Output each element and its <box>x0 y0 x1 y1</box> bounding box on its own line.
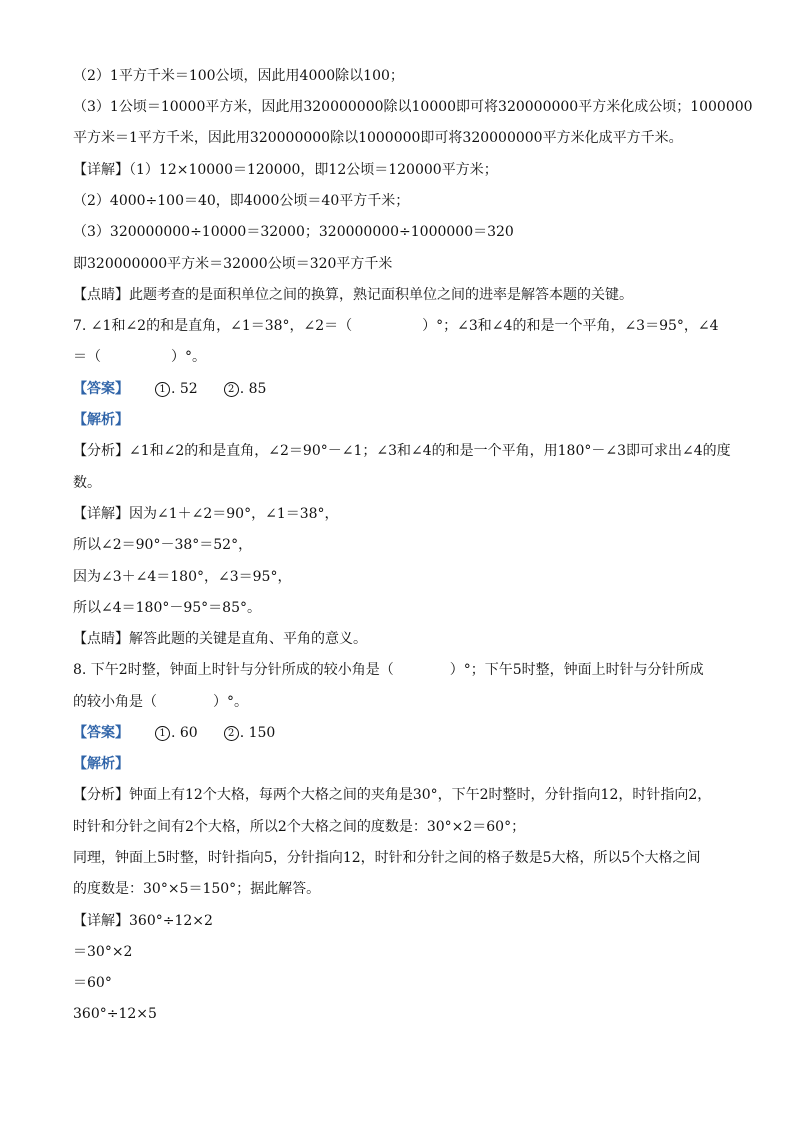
text-line: 所以∠4＝180°－95°＝85°。 <box>73 600 261 616</box>
text-line: （2）1平方千米＝100公顷，因此用4000除以100； <box>73 68 404 84</box>
text-line: 【分析】钟面上有12个大格，每两个大格之间的夹角是30°，下午2时整时，分针指向12，时针指向2， <box>73 787 712 803</box>
answer-tag: 【答案】 <box>73 725 129 741</box>
text-line: 【详解】360°÷12×2 <box>73 913 213 929</box>
text-line: 的度数是：30°×5＝150°；据此解答。 <box>73 881 321 897</box>
answer-value: . 150 <box>239 725 276 741</box>
text-line: 平方米＝1平方千米，因此用320000000除以1000000即可将320000000平方米化成平方千米。 <box>73 130 683 146</box>
text-line: 所以∠2＝90°－38°＝52°， <box>73 537 253 553</box>
text-line: 同理，钟面上5时整，时针指向5，分针指向12，时针和分针之间的格子数是5大格，所以5个大格之间 <box>73 850 701 866</box>
analysis-tag: 【解析】 <box>73 412 129 428</box>
text-line: 【详解】（1）12×10000＝120000，即12公顷＝120000平方米； <box>73 162 498 178</box>
answer-tag: 【答案】 <box>73 381 129 397</box>
text-line: 【详解】因为∠1＋∠2＝90°，∠1＝38°， <box>73 506 339 522</box>
text-line: 【点睛】此题考查的是面积单位之间的换算，熟记面积单位之间的进率是解答本题的关键。 <box>73 287 633 303</box>
answer-value: . 52 <box>171 381 198 397</box>
text-line: 【点睛】解答此题的关键是直角、平角的意义。 <box>73 631 367 647</box>
answer-line-q8 <box>73 724 275 742</box>
question-7-text: ＝（ ）°。 <box>73 349 206 365</box>
text-line: 时针和分针之间有2个大格，所以2个大格之间的度数是：30°×2＝60°； <box>73 819 526 835</box>
text-line: 因为∠3＋∠4＝180°，∠3＝95°， <box>73 569 292 585</box>
text-line: （3）1公顷＝10000平方米，因此用320000000除以10000即可将320000000平方米化成公顷；1000000 <box>73 99 753 115</box>
text-line: ＝60° <box>73 975 112 991</box>
circled-number: 1 <box>155 382 170 397</box>
answer-line-q7 <box>73 380 266 398</box>
question-8-text: 的较小角是（ ）°。 <box>73 694 248 710</box>
answer-value: . 85 <box>239 381 267 397</box>
text-line: 【分析】∠1和∠2的和是直角，∠2＝90°－∠1；∠3和∠4的和是一个平角，用180°－∠3即可求出∠4的度 <box>73 443 731 459</box>
circled-number: 2 <box>224 382 239 397</box>
text-line: 即320000000平方米＝32000公顷＝320平方千米 <box>73 256 393 272</box>
question-8-text: 8. 下午2时整，钟面上时针与分针所成的较小角是（ ）°；下午5时整，钟面上时针与分针所成 <box>73 662 704 678</box>
analysis-tag: 【解析】 <box>73 756 129 772</box>
circled-number: 1 <box>155 726 170 741</box>
text-line: （2）4000÷100＝40，即4000公顷＝40平方千米； <box>73 193 410 209</box>
text-line: 数。 <box>73 475 101 491</box>
text-line: ＝30°×2 <box>73 944 133 960</box>
circled-number: 2 <box>224 726 239 741</box>
question-7-text: 7. ∠1和∠2的和是直角，∠1＝38°，∠2＝（ ）°；∠3和∠4的和是一个平角，∠3＝95°，∠4 <box>73 318 719 334</box>
text-line: 360°÷12×5 <box>73 1006 157 1022</box>
text-line: （3）320000000÷10000＝32000；320000000÷1000000＝320 <box>73 224 514 240</box>
answer-value: . 60 <box>171 725 198 741</box>
